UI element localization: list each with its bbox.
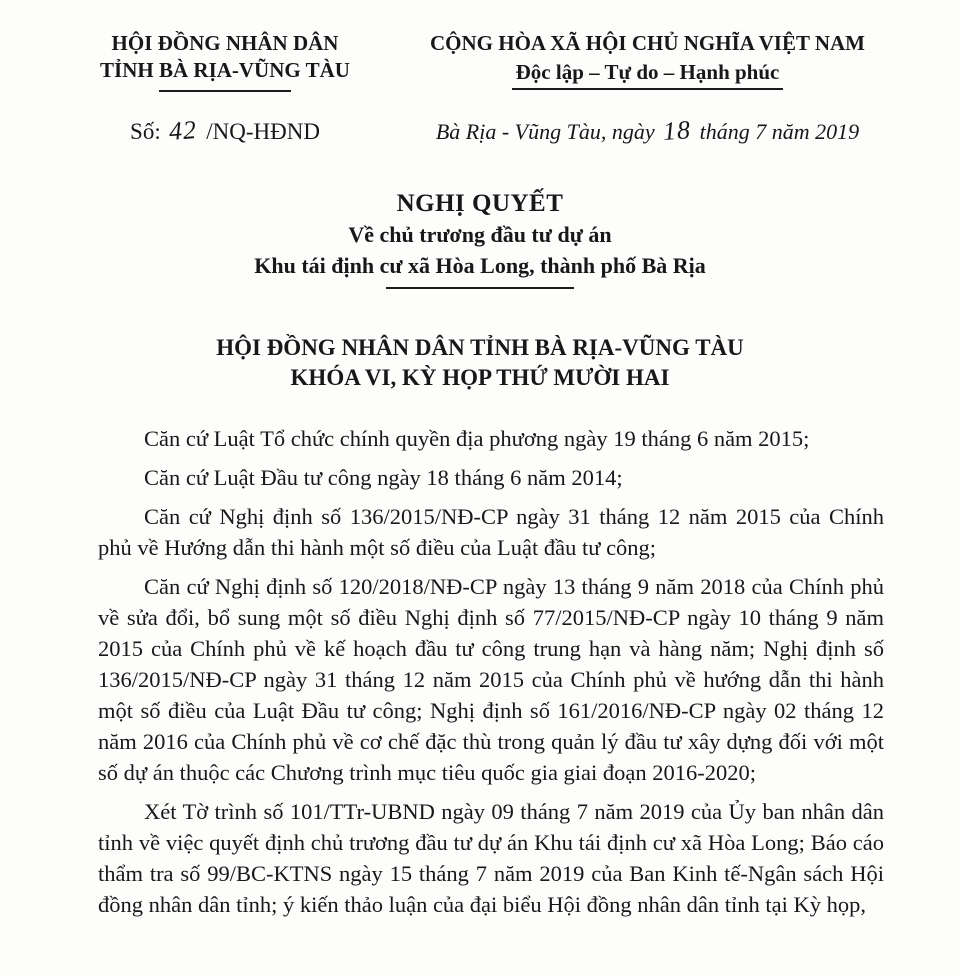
national-block <box>405 30 890 146</box>
document-title-sub1: Về chủ trương đầu tư dự án <box>348 222 612 247</box>
date-suffix: tháng 7 năm 2019 <box>699 119 860 144</box>
title-underline <box>386 287 574 289</box>
session-heading <box>0 333 960 393</box>
paragraph-can-cu-4: Căn cứ Nghị định số 120/2018/NĐ-CP ngày 13 tháng 9 năm 2018 của Chính phủ về sửa đổi, bổ sung một số điều Nghị định số 77/2015/NĐ-CP ngày 10 tháng 9 năm 2015 của Chính phủ về kế hoạch đầu tư công trung hạn và hàng năm; Nghị định số 136/2015/NĐ-CP ngày 31 tháng 12 năm 2015 của Chính phủ về hướng dẫn thi hành một số điều của Luật Đầu tư công; Nghị định số 161/2016/NĐ-CP ngày 02 tháng 12 năm 2016 của Chính phủ về cơ chế đặc thù trong quản lý đầu tư xây dựng đối với một số dự án thuộc các Chương trình mục tiêu quốc gia giai đoạn 2016-2020; <box>98 574 884 785</box>
document-number-suffix: /NQ-HĐND <box>206 119 320 144</box>
session-heading-line1: HỘI ĐỒNG NHÂN DÂN TỈNH BÀ RỊA-VŨNG TÀU <box>216 335 744 360</box>
document-number-handwritten: 42 <box>168 115 199 146</box>
issuer-underline <box>159 90 291 92</box>
national-motto-line2: Độc lập – Tự do – Hạnh phúc <box>512 60 784 90</box>
place-date-line <box>405 116 890 146</box>
national-motto-wrap <box>405 60 890 90</box>
date-prefix: Bà Rịa - Vũng Tàu, ngày <box>435 119 655 144</box>
document-number <box>45 116 405 146</box>
issuer-name-line2: TỈNH BÀ RỊA-VŨNG TÀU <box>100 58 350 82</box>
body-paragraphs <box>98 423 884 920</box>
document-title-main: NGHỊ QUYẾT <box>396 190 564 217</box>
national-motto-line1: CỘNG HÒA XÃ HỘI CHỦ NGHĨA VIỆT NAM <box>429 31 866 55</box>
paragraph-can-cu-3: Căn cứ Nghị định số 136/2015/NĐ-CP ngày 31 tháng 12 năm 2015 của Chính phủ về Hướng dẫn thi hành một số điều của Luật đầu tư công; <box>98 504 884 560</box>
date-day-handwritten: 18 <box>662 115 693 146</box>
document-header <box>0 30 960 146</box>
paragraph-can-cu-1: Căn cứ Luật Tổ chức chính quyền địa phương ngày 19 tháng 6 năm 2015; <box>144 426 810 451</box>
issuer-block <box>45 30 405 146</box>
document-number-label: Số: <box>130 119 161 144</box>
paragraph-xet-to-trinh: Xét Tờ trình số 101/TTr-UBND ngày 09 tháng 7 năm 2019 của Ủy ban nhân dân tỉnh về việc quyết định chủ trương đầu tư dự án Khu tái định cư xã Hòa Long; Báo cáo thẩm tra số 99/BC-KTNS ngày 15 tháng 7 năm 2019 của Ban Kinh tế-Ngân sách Hội đồng nhân dân tỉnh; ý kiến thảo luận của đại biểu Hội đồng nhân dân tỉnh tại Kỳ họp, <box>98 799 884 917</box>
issuer-name-line1: HỘI ĐỒNG NHÂN DÂN <box>111 31 339 55</box>
document-title-sub2: Khu tái định cư xã Hòa Long, thành phố Bà Rịa <box>254 253 706 278</box>
document-title <box>0 190 960 289</box>
paragraph-can-cu-2: Căn cứ Luật Đầu tư công ngày 18 tháng 6 năm 2014; <box>144 465 623 490</box>
session-heading-line2: KHÓA VI, KỲ HỌP THỨ MƯỜI HAI <box>290 365 670 390</box>
